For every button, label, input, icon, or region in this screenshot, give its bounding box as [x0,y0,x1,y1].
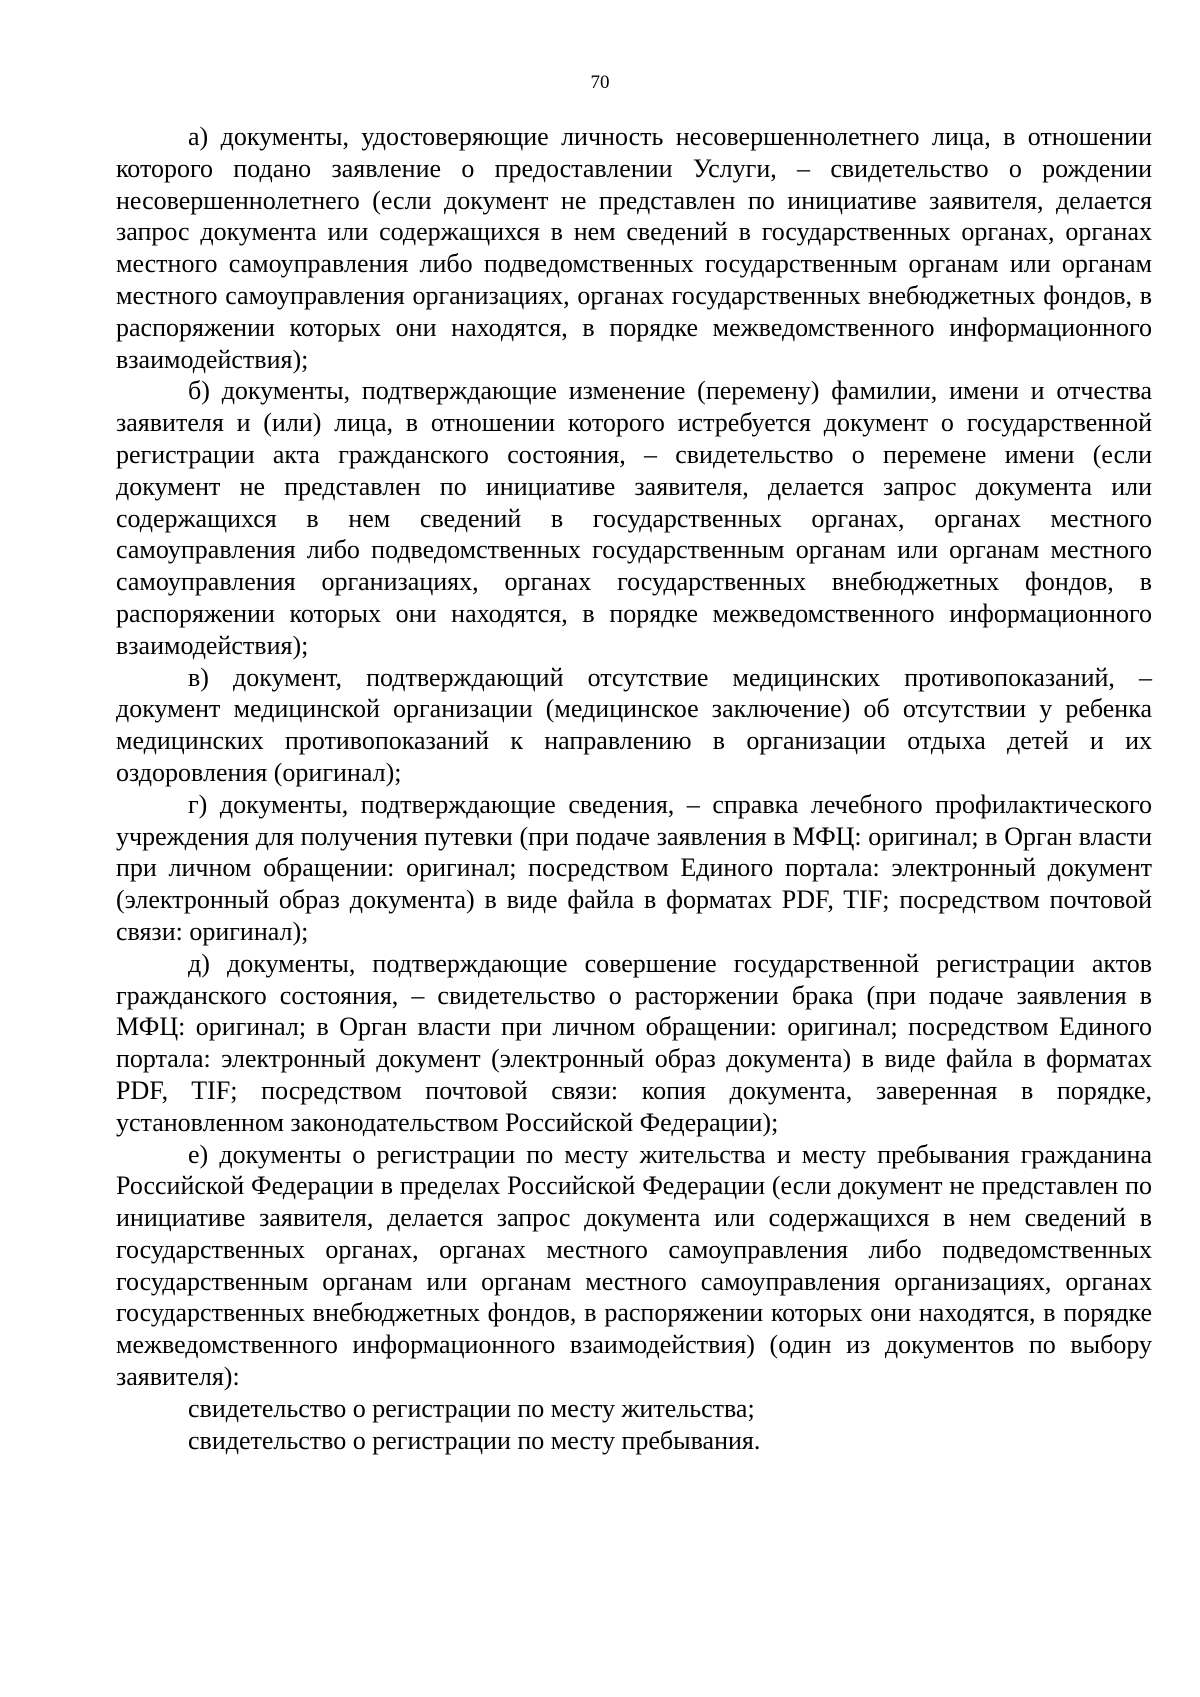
paragraph-item-e: е) документы о регистрации по месту жительства и месту пребывания гражданина Российской Федерации в пределах Российской Федерации (если документ не представлен по инициативе заявителя, делается запрос документа или содержащихся в нем сведений в государственных органах, органах местного самоуправления либо подведомственных государственным органам или органам местного самоуправления организациях, органах государственных внебюджетных фондов, в распоряжении которых они находятся, в порядке межведомственного информационного взаимодействия) (один из документов по выбору заявителя): [116,1139,1152,1392]
paragraph-stay-certificate: свидетельство о регистрации по месту пребывания. [188,1425,761,1455]
document-body [116,121,1152,1456]
paragraph-item-d: д) документы, подтверждающие совершение государственной регистрации актов гражданского состояния, – свидетельство о расторжении брака (при подаче заявления в МФЦ: оригинал; в Орган власти при личном обращении: оригинал; посредством Единого портала: электронный документ (электронный образ документа) в виде файла в форматах PDF, TIF; посредством почтовой связи: копия документа, заверенная в порядке, установленном законодательством Российской Федерации); [116,948,1152,1137]
paragraph-item-g: г) документы, подтверждающие сведения, – справка лечебного профилактического учреждения для получения путевки (при подаче заявления в МФЦ: оригинал; в Орган власти при личном обращении: оригинал; посредством Единого портала: электронный документ (электронный образ документа) в виде файла в форматах PDF, TIF; посредством почтовой связи: оригинал); [116,789,1152,946]
paragraph-item-a: а) документы, удостоверяющие личность несовершеннолетнего лица, в отношении которого подано заявление о предоставлении Услуги, – свидетельство о рождении несовершеннолетнего (если документ не представлен по инициативе заявителя, делается запрос документа или содержащихся в нем сведений в государственных органах, органах местного самоуправления либо подведомственных государственным органам или органам местного самоуправления организациях, органах государственных внебюджетных фондов, в распоряжении которых они находятся, в порядке межведомственного информационного взаимодействия); [116,122,1152,374]
page-number: 70 [590,72,610,93]
paragraph-residence-certificate: свидетельство о регистрации по месту жительства; [188,1393,755,1423]
paragraph-item-b: б) документы, подтверждающие изменение (перемену) фамилии, имени и отчества заявителя и (или) лица, в отношении которого истребуется документ о государственной регистрации акта гражданского состояния, – свидетельство о перемене имени (если документ не представлен по инициативе заявителя, делается запрос документа или содержащихся в нем сведений в государственных органах, органах местного самоуправления либо подведомственных государственным органам или органам местного самоуправления организациях, органах государственных внебюджетных фондов, в распоряжении которых они находятся, в порядке межведомственного информационного взаимодействия); [116,376,1152,660]
paragraph-item-v: в) документ, подтверждающий отсутствие медицинских противопоказаний, – документ медицинской организации (медицинское заключение) об отсутствии у ребенка медицинских противопоказаний к направлению в организации отдыха детей и их оздоровления (оригинал); [116,662,1152,787]
